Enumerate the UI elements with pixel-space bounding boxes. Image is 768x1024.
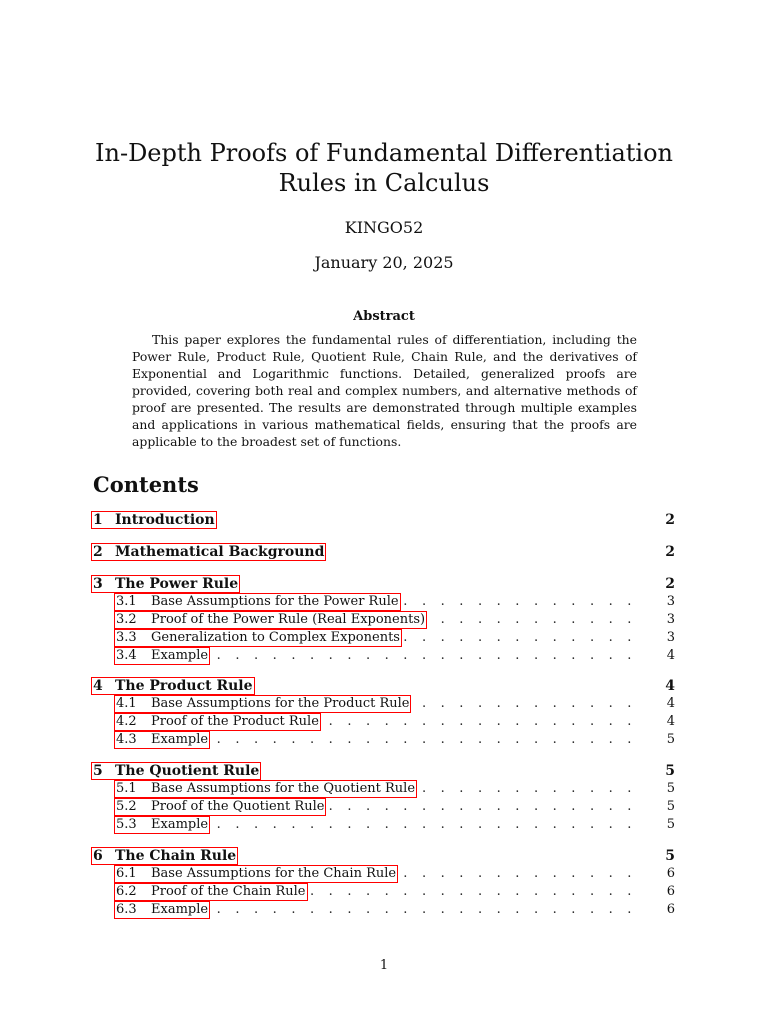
author: KINGO52 <box>344 218 424 237</box>
toc-page: 2 <box>665 544 675 560</box>
toc-title: Mathematical Background <box>115 544 325 560</box>
toc-number: 2 <box>93 544 103 560</box>
toc-page: 5 <box>666 781 675 796</box>
toc-subsection-4-1 <box>0 695 768 713</box>
toc-link-subsection-3-4[interactable] <box>114 647 210 665</box>
toc-number: 3.2 <box>116 612 137 627</box>
toc-page: 5 <box>665 763 675 779</box>
toc-link-section-1[interactable] <box>91 511 217 529</box>
toc-subsection-3-3 <box>0 629 768 647</box>
toc-link-section-2[interactable] <box>91 543 326 561</box>
abstract-body: This paper explores the fundamental rules of differentiation, including the Power Rule, Product Rule, Quotient Rule, Chain Rule, and the derivatives of Exponential and Logarithmic functions. Detailed, generalized proofs are provided, covering both real and complex numbers, and alternative methods of proof are presented. The results are demonstrated through multiple examples and applications in various mathematical fields, ensuring that the proofs are applicable to the broadest set of functions. <box>132 332 637 449</box>
page-number: 1 <box>379 958 389 973</box>
toc-page: 2 <box>665 512 675 528</box>
toc-title: The Product Rule <box>115 678 253 694</box>
toc-page: 5 <box>666 732 675 747</box>
contents-heading: Contents <box>93 472 199 497</box>
toc-number: 5.2 <box>116 799 137 814</box>
toc-number: 5.1 <box>116 781 137 796</box>
toc-link-subsection-6-2[interactable] <box>114 883 308 901</box>
toc-subsection-6-2 <box>0 883 768 901</box>
paper-title: In-Depth Proofs of Fundamental Differentiation Rules in Calculus <box>95 139 673 197</box>
toc-subsection-6-3 <box>0 901 768 919</box>
toc-subsection-6-1 <box>0 865 768 883</box>
toc-title: The Quotient Rule <box>115 763 260 779</box>
toc-title: Proof of the Quotient Rule <box>151 799 325 814</box>
toc-page: 3 <box>666 630 675 645</box>
toc-section-1 <box>0 511 768 529</box>
toc-number: 3.1 <box>116 594 137 609</box>
toc-page: 4 <box>665 678 675 694</box>
toc-number: 4.2 <box>116 714 137 729</box>
toc-number: 1 <box>93 512 103 528</box>
toc-link-subsection-5-1[interactable] <box>114 780 417 798</box>
toc-link-subsection-5-3[interactable] <box>114 816 210 834</box>
toc-link-subsection-5-2[interactable] <box>114 798 326 816</box>
toc-link-subsection-3-2[interactable] <box>114 611 427 629</box>
toc-number: 3.4 <box>116 648 137 663</box>
toc-link-section-4[interactable] <box>91 677 255 695</box>
toc-page: 6 <box>666 884 675 899</box>
toc-page: 3 <box>666 612 675 627</box>
toc-page: 4 <box>666 696 675 711</box>
toc-title: Introduction <box>115 512 215 528</box>
toc-number: 6 <box>93 848 103 864</box>
toc-link-section-5[interactable] <box>91 762 261 780</box>
toc-leader-dots <box>198 901 638 919</box>
toc-number: 3.3 <box>116 630 137 645</box>
date: January 20, 2025 <box>314 253 454 272</box>
toc-page: 6 <box>666 866 675 881</box>
toc-subsection-3-2 <box>0 611 768 629</box>
toc-leader-dots <box>198 647 638 665</box>
toc-link-subsection-6-3[interactable] <box>114 901 210 919</box>
toc-title: Base Assumptions for the Product Rule <box>151 696 410 711</box>
abstract-heading: Abstract <box>353 309 415 324</box>
toc-page: 5 <box>665 848 675 864</box>
toc-subsection-4-3 <box>0 731 768 749</box>
toc-subsection-3-4 <box>0 647 768 665</box>
toc-page: 5 <box>666 799 675 814</box>
toc-page: 5 <box>666 817 675 832</box>
toc-title: Example <box>151 648 209 663</box>
toc-link-subsection-6-1[interactable] <box>114 865 398 883</box>
toc-number: 4.1 <box>116 696 137 711</box>
toc-title: Example <box>151 902 209 917</box>
toc-subsection-4-2 <box>0 713 768 731</box>
toc-section-5 <box>0 762 768 780</box>
toc-link-subsection-3-3[interactable] <box>114 629 402 647</box>
toc-leader-dots <box>198 816 638 834</box>
toc-page: 6 <box>666 902 675 917</box>
toc-number: 5 <box>93 763 103 779</box>
toc-number: 3 <box>93 576 103 592</box>
toc-section-6 <box>0 847 768 865</box>
toc-title: The Chain Rule <box>115 848 237 864</box>
toc-page: 4 <box>666 714 675 729</box>
toc-subsection-5-2 <box>0 798 768 816</box>
toc-link-section-6[interactable] <box>91 847 238 865</box>
toc-number: 6.1 <box>116 866 137 881</box>
toc-section-3 <box>0 575 768 593</box>
toc-title: Proof of the Power Rule (Real Exponents) <box>151 612 426 627</box>
toc-section-4 <box>0 677 768 695</box>
toc-page: 2 <box>665 576 675 592</box>
toc-number: 6.3 <box>116 902 137 917</box>
toc-title: Proof of the Product Rule <box>151 714 319 729</box>
toc-subsection-3-1 <box>0 593 768 611</box>
toc-title: Base Assumptions for the Power Rule <box>151 594 399 609</box>
toc-title: Generalization to Complex Exponents <box>151 630 400 645</box>
toc-title: The Power Rule <box>115 576 239 592</box>
toc-link-subsection-4-3[interactable] <box>114 731 210 749</box>
toc-subsection-5-1 <box>0 780 768 798</box>
toc-leader-dots <box>198 731 638 749</box>
toc-number: 4.3 <box>116 732 137 747</box>
toc-title: Example <box>151 732 209 747</box>
toc-number: 4 <box>93 678 103 694</box>
toc-page: 3 <box>666 594 675 609</box>
toc-page: 4 <box>666 648 675 663</box>
toc-title: Base Assumptions for the Chain Rule <box>151 866 397 881</box>
toc-subsection-5-3 <box>0 816 768 834</box>
toc-section-2 <box>0 543 768 561</box>
toc-link-subsection-4-1[interactable] <box>114 695 411 713</box>
toc-number: 5.3 <box>116 817 137 832</box>
toc-link-subsection-4-2[interactable] <box>114 713 321 731</box>
toc-link-section-3[interactable] <box>91 575 240 593</box>
toc-title: Example <box>151 817 209 832</box>
toc-number: 6.2 <box>116 884 137 899</box>
toc-title: Proof of the Chain Rule <box>151 884 306 899</box>
toc-title: Base Assumptions for the Quotient Rule <box>151 781 416 796</box>
toc-link-subsection-3-1[interactable] <box>114 593 401 611</box>
